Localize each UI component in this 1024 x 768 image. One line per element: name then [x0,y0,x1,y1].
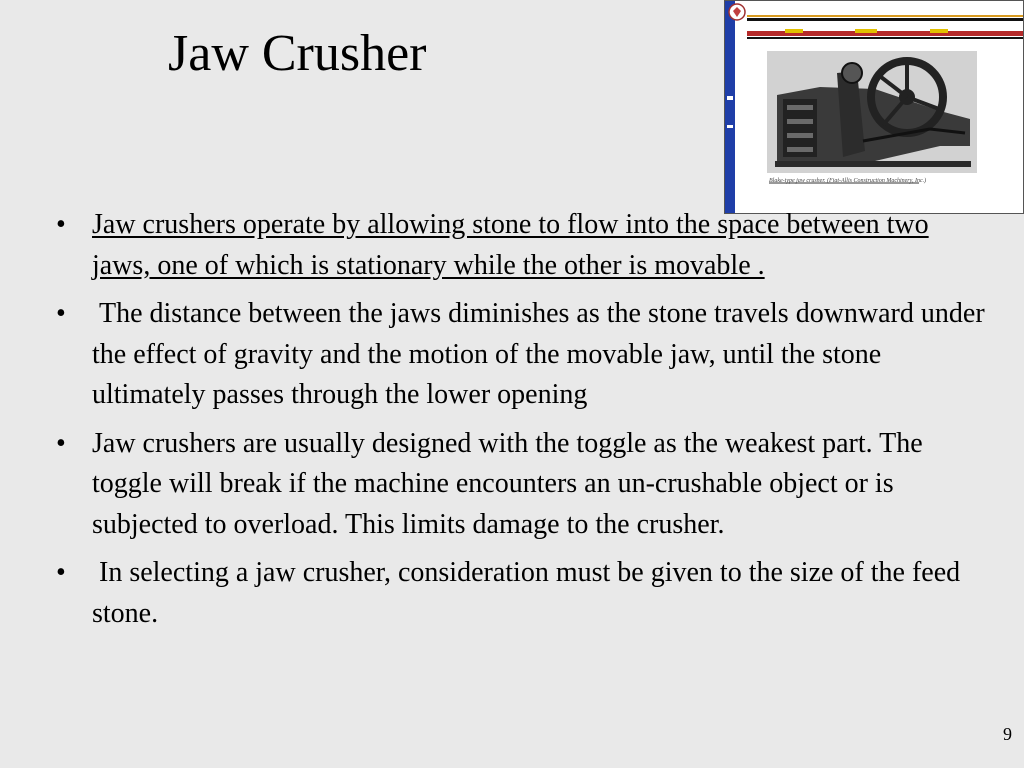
bullet-item [56,294,992,416]
bullet-item [56,424,986,546]
page-number: 9 [1003,724,1012,744]
figure-caption: Blake-type jaw crusher. (Fiat-Allis Construction Machinery, Inc.) [769,178,927,184]
bullet-marker: • [56,298,66,329]
bullet-marker: • [56,427,66,459]
bullet-marker: • [56,557,66,588]
jaw-crusher-figure [724,0,1024,214]
bullet-item [56,205,986,286]
bullet-item [56,553,986,634]
bullet-list [56,205,992,642]
bullet-text: In selecting a jaw crusher, consideration must be given to the size of the feed stone. [92,557,968,629]
slide-title: Jaw Crusher [168,25,427,82]
bullet-text: Jaw crushers operate by allowing stone to flow into the space between two jaws, one of which is stationary while the other is movable . [92,209,929,281]
bullet-text: The distance between the jaws diminishes as the stone travels downward under the effect of gravity and the motion of the movable jaw, until the stone ultimately passes through the lower opening [92,298,992,410]
bullet-marker: • [56,209,66,240]
bullet-text: Jaw crushers are usually designed with the toggle as the weakest part. The toggle will break if the machine encounters an un-crushable object or is subjected to overload. This limits damage to the crusher. [92,427,923,540]
